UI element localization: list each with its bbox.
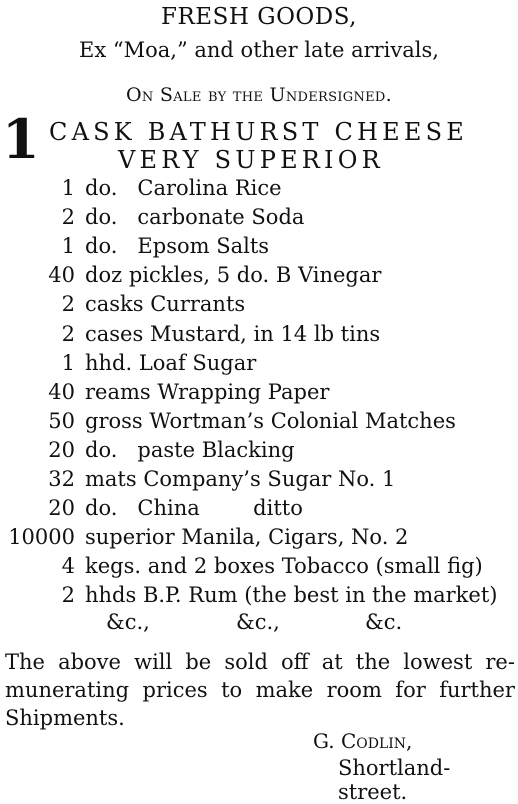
goods-item bbox=[0, 263, 518, 292]
closing-word: at bbox=[321, 650, 343, 674]
item-quantity: 2 bbox=[61, 205, 75, 230]
item-description: do. paste Blacking bbox=[85, 437, 295, 462]
goods-item bbox=[0, 554, 518, 583]
item-description: reams Wrapping Paper bbox=[85, 379, 330, 404]
item-quantity: 1 bbox=[61, 176, 75, 200]
item-quantity: 20 bbox=[48, 496, 75, 521]
goods-item bbox=[0, 409, 518, 438]
closing-word: prices bbox=[142, 678, 208, 702]
closing-word: lowest bbox=[403, 650, 473, 674]
item-description: do. Carolina Rice bbox=[85, 176, 282, 200]
item-description: casks Currants bbox=[85, 292, 246, 317]
item-quantity: 10000 bbox=[8, 525, 75, 550]
closing-word: the bbox=[355, 650, 391, 674]
item-description: do. Epsom Salts bbox=[85, 234, 270, 259]
closing-word: will bbox=[134, 650, 173, 674]
closing-word: to bbox=[221, 678, 243, 702]
closing-line-1 bbox=[5, 648, 515, 676]
item-quantity: 32 bbox=[48, 467, 75, 491]
etc-mark-1: &c., bbox=[106, 610, 150, 634]
goods-item bbox=[0, 351, 518, 380]
item-description: doz pickles, 5 do. B Vinegar bbox=[85, 263, 382, 288]
closing-word: room bbox=[326, 678, 382, 702]
goods-item bbox=[0, 322, 518, 351]
closing-word: off bbox=[281, 650, 309, 674]
item-description: do. carbonate Soda bbox=[85, 205, 305, 230]
goods-item bbox=[0, 292, 518, 321]
closing-word: munerating bbox=[5, 678, 130, 702]
on-sale-line: On Sale by the Undersigned. bbox=[126, 84, 392, 106]
closing-word: make bbox=[255, 678, 314, 702]
etc-mark-3: &c. bbox=[365, 610, 403, 634]
lead-heading-line-1: CASK BATHURST CHEESE bbox=[49, 118, 468, 146]
goods-item bbox=[0, 583, 518, 612]
closing-word: sold bbox=[224, 650, 268, 674]
item-description: hhds B.P. Rum (the best in the market) bbox=[85, 583, 498, 608]
item-quantity: 50 bbox=[48, 408, 75, 433]
lead-heading-line-2: VERY SUPERIOR bbox=[118, 146, 384, 174]
ad-title: FRESH GOODS, bbox=[161, 4, 357, 30]
item-description: mats Company’s Sugar No. 1 bbox=[85, 467, 396, 491]
lead-quantity: 1 bbox=[2, 107, 40, 171]
goods-item bbox=[0, 496, 518, 525]
closing-word: be bbox=[185, 650, 212, 674]
item-quantity: 2 bbox=[61, 292, 75, 317]
item-quantity: 1 bbox=[61, 234, 75, 259]
closing-word: further bbox=[439, 678, 515, 702]
signature-name: G. Codlin, bbox=[313, 729, 413, 753]
goods-item bbox=[0, 525, 518, 554]
item-description: superior Manila, Cigars, No. 2 bbox=[85, 525, 409, 550]
goods-item bbox=[0, 205, 518, 234]
closing-word: The bbox=[5, 650, 45, 674]
closing-word: re- bbox=[485, 650, 515, 674]
item-quantity: 4 bbox=[61, 554, 75, 579]
item-description: do. China ditto bbox=[85, 496, 303, 521]
closing-line-3: Shipments. bbox=[5, 706, 125, 730]
closing-line-2 bbox=[5, 676, 515, 704]
item-description: cases Mustard, in 14 lb tins bbox=[85, 321, 381, 346]
item-quantity: 40 bbox=[48, 263, 75, 288]
signature-address: Shortland-street. bbox=[338, 756, 451, 804]
goods-item bbox=[0, 176, 518, 205]
closing-word: above bbox=[58, 650, 121, 674]
ad-subtitle: Ex “Moa,” and other late arrivals, bbox=[79, 38, 439, 62]
item-description: kegs. and 2 boxes Tobacco (small fig) bbox=[85, 554, 483, 579]
goods-item bbox=[0, 438, 518, 467]
goods-item bbox=[0, 234, 518, 263]
item-quantity: 1 bbox=[61, 350, 75, 375]
item-description: hhd. Loaf Sugar bbox=[85, 350, 257, 375]
etc-mark-2: &c., bbox=[236, 610, 280, 634]
goods-item bbox=[0, 467, 518, 496]
item-quantity: 40 bbox=[48, 379, 75, 404]
item-description: gross Wortman’s Colonial Matches bbox=[85, 408, 456, 433]
item-quantity: 2 bbox=[61, 583, 75, 608]
goods-item bbox=[0, 380, 518, 409]
item-quantity: 2 bbox=[61, 321, 75, 346]
item-quantity: 20 bbox=[48, 437, 75, 462]
closing-word: for bbox=[395, 678, 426, 702]
